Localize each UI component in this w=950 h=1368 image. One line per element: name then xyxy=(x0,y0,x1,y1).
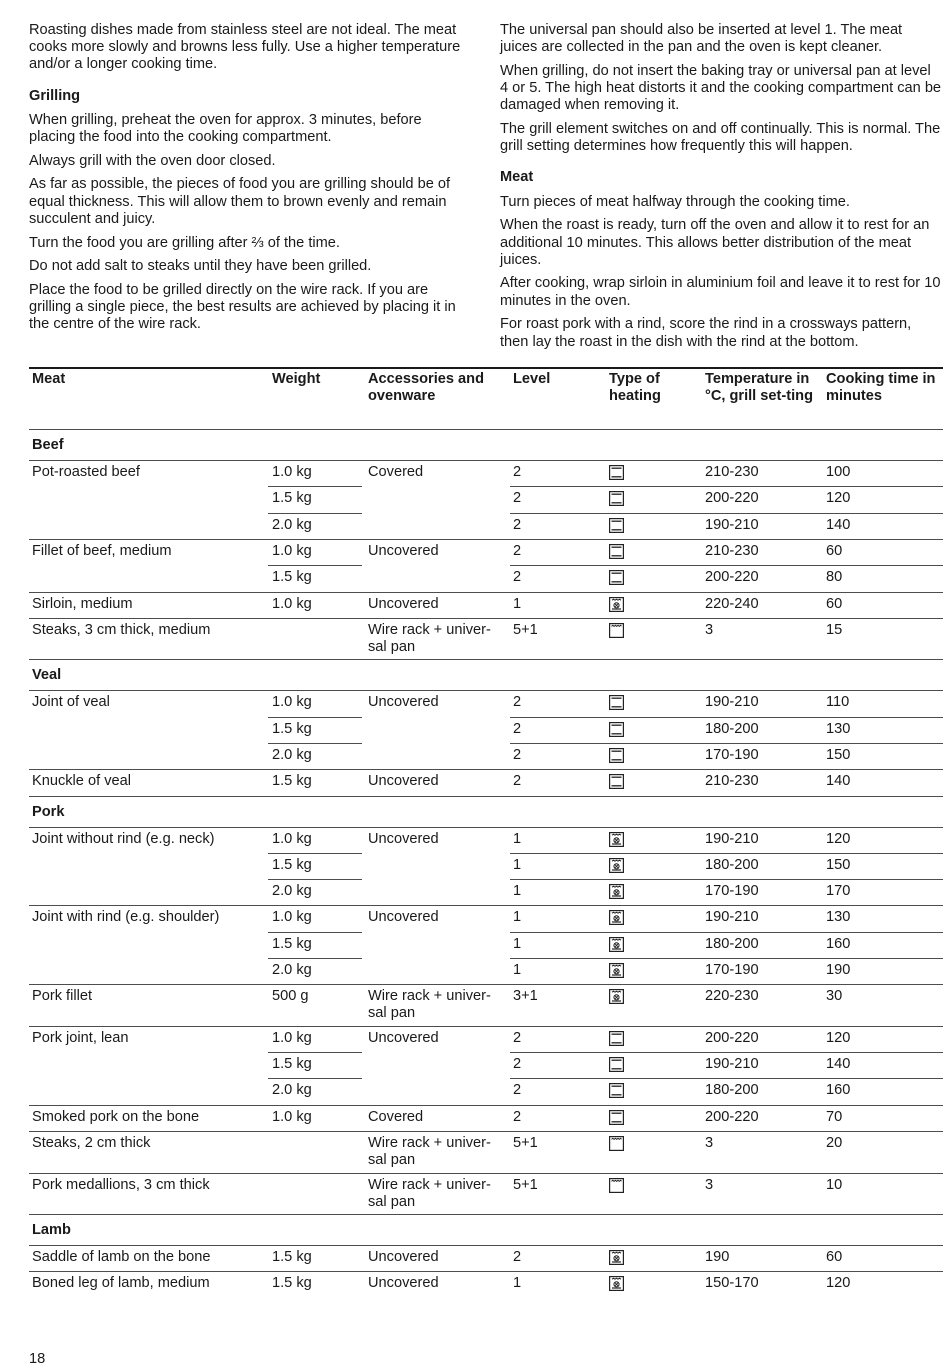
top-bottom-heating-icon xyxy=(609,722,624,737)
top-bottom-heating-icon xyxy=(609,695,624,710)
row-divider xyxy=(268,1052,362,1053)
meat-name: Steaks, 2 cm thick xyxy=(32,1135,151,1151)
row-divider xyxy=(268,743,362,744)
temperature-value: 170-190 xyxy=(705,746,759,763)
row-divider xyxy=(29,659,943,660)
temperature-value: 150-170 xyxy=(705,1275,759,1292)
top-bottom-heating-icon xyxy=(609,1110,624,1125)
grill-icon xyxy=(609,1178,624,1193)
level-value: 1 xyxy=(513,856,522,873)
meat-name: Pork medallions, 3 cm thick xyxy=(32,1176,210,1193)
meat-name: Knuckle of veal xyxy=(32,773,131,790)
grilling-paragraph: Do not add salt to steaks until they have been grilled. xyxy=(29,258,372,275)
meat-name: Fillet of beef, medium xyxy=(32,542,172,559)
meat-name: Joint with rind (e.g. shoulder) xyxy=(32,909,220,926)
top-bottom-heating-icon xyxy=(609,1083,624,1098)
row-divider xyxy=(268,853,362,854)
cooking-time-value: 80 xyxy=(826,569,843,586)
top-bottom-heating-icon xyxy=(609,544,624,559)
row-divider xyxy=(510,958,943,959)
accessory-label: Uncovered xyxy=(368,694,439,711)
weight-value: 2.0 kg xyxy=(272,746,312,763)
level-value: 2 xyxy=(513,542,522,559)
cooking-time-value: 30 xyxy=(826,988,843,1005)
weight-value: 1.0 kg xyxy=(272,694,312,711)
row-divider xyxy=(510,717,943,718)
cooking-time-value: 150 xyxy=(826,856,851,873)
temperature-value: 200-220 xyxy=(705,490,759,507)
accessory-label: Uncovered xyxy=(368,773,439,790)
meat-name: Boned leg of lamb, medium xyxy=(32,1275,210,1292)
cooking-time-value: 120 xyxy=(826,830,851,847)
cooking-time-value: 20 xyxy=(826,1135,843,1151)
row-divider xyxy=(29,1173,943,1174)
meat-paragraph: After cooking, wrap sirloin in aluminium foil and leave it to rest for 10 minutes in the oven. xyxy=(500,275,941,309)
weight-value: 2.0 kg xyxy=(272,516,312,533)
temperature-value: 180-200 xyxy=(705,720,759,737)
accessory-label: Covered xyxy=(368,464,424,480)
header-temperature: Temperature in °C, grill set-ting xyxy=(705,371,813,404)
temperature-value: 3 xyxy=(705,621,714,638)
level-value: 5+1 xyxy=(513,1135,538,1151)
weight-value: 1.0 kg xyxy=(272,909,312,926)
left-text-column xyxy=(29,22,469,340)
circotherm-grill-icon xyxy=(609,1276,624,1291)
header-heating: Type of heating xyxy=(609,371,661,404)
cooking-time-value: 120 xyxy=(826,1029,851,1046)
weight-value: 1.5 kg xyxy=(272,1275,312,1292)
cooking-time-value: 170 xyxy=(826,883,851,900)
weight-value: 1.5 kg xyxy=(272,1056,312,1073)
temperature-value: 210-230 xyxy=(705,542,759,559)
section-title: Veal xyxy=(32,667,62,684)
temperature-value: 3 xyxy=(705,1135,714,1151)
level-value: 2 xyxy=(513,746,522,763)
section-title: Pork xyxy=(32,803,65,820)
accessory-label: Uncovered xyxy=(368,909,439,926)
accessory-label: Uncovered xyxy=(368,542,439,559)
cooking-time-value: 60 xyxy=(826,542,843,559)
row-divider xyxy=(29,429,943,430)
level-value: 3+1 xyxy=(513,988,538,1005)
weight-value: 2.0 kg xyxy=(272,962,312,978)
grilling-paragraph: The grill element switches on and off continually. This is normal. The grill setting determines how frequently this will happen. xyxy=(500,121,941,155)
level-value: 5+1 xyxy=(513,1176,538,1193)
top-bottom-heating-icon xyxy=(609,774,624,789)
accessory-label: Uncovered xyxy=(368,1249,439,1265)
level-value: 2 xyxy=(513,773,522,790)
accessory-label: Uncovered xyxy=(368,1029,439,1046)
temperature-value: 220-230 xyxy=(705,988,759,1005)
accessory-label: Uncovered xyxy=(368,1275,439,1292)
grilling-paragraph: Turn the food you are grilling after ⅔ of the time. xyxy=(29,234,340,251)
grilling-paragraph: The universal pan should also be inserted at level 1. The meat juices are collected in the pan and the oven is kept cleaner. xyxy=(500,22,903,56)
level-value: 1 xyxy=(513,909,522,926)
row-divider xyxy=(29,1131,943,1132)
temperature-value: 180-200 xyxy=(705,856,759,873)
table-top-rule xyxy=(29,367,943,369)
row-divider xyxy=(510,743,943,744)
row-divider xyxy=(29,539,943,540)
row-divider xyxy=(268,958,362,959)
temperature-value: 180-200 xyxy=(705,935,759,952)
temperature-value: 190-210 xyxy=(705,694,759,711)
circotherm-grill-icon xyxy=(609,937,624,952)
accessory-label: Wire rack + univer-sal pan xyxy=(368,1176,491,1210)
weight-value: 1.5 kg xyxy=(272,773,312,790)
row-divider xyxy=(268,1078,362,1079)
cooking-time-value: 15 xyxy=(826,621,843,638)
level-value: 2 xyxy=(513,1082,522,1099)
header-meat: Meat xyxy=(32,371,66,387)
row-divider xyxy=(29,1214,943,1215)
meat-name: Pork fillet xyxy=(32,988,93,1005)
row-divider xyxy=(29,905,943,906)
weight-value: 1.5 kg xyxy=(272,1249,312,1265)
row-divider xyxy=(268,486,362,487)
weight-value: 1.0 kg xyxy=(272,464,312,480)
circotherm-grill-icon xyxy=(609,963,624,978)
row-divider xyxy=(29,690,943,691)
accessory-label: Uncovered xyxy=(368,830,439,847)
row-divider xyxy=(29,592,943,593)
meat-paragraph: When the roast is ready, turn off the oven and allow it to rest for an additional 10 minutes. This allows better distribution of the meat juices. xyxy=(500,217,930,268)
grilling-paragraph: Always grill with the oven door closed. xyxy=(29,152,276,169)
grilling-paragraph: As far as possible, the pieces of food you are grilling should be of equal thickness. This will allow them to brown evenly and remain succulent and juicy. xyxy=(29,176,451,227)
row-divider xyxy=(268,932,362,933)
cooking-time-value: 60 xyxy=(826,1249,843,1265)
cooking-time-value: 120 xyxy=(826,1275,851,1292)
level-value: 1 xyxy=(513,1275,522,1292)
accessory-label: Wire rack + univer-sal pan xyxy=(368,988,491,1022)
intro-paragraph: Roasting dishes made from stainless steel are not ideal. The meat cooks more slowly and browns less fully. Use a higher temperature and/or a longer cooking time. xyxy=(29,22,461,73)
level-value: 1 xyxy=(513,830,522,847)
level-value: 1 xyxy=(513,962,522,978)
temperature-value: 200-220 xyxy=(705,1108,759,1125)
row-divider xyxy=(29,769,943,770)
circotherm-grill-icon xyxy=(609,884,624,899)
accessory-label: Uncovered xyxy=(368,595,439,612)
header-weight: Weight xyxy=(272,371,321,387)
level-value: 2 xyxy=(513,694,522,711)
meat-name: Saddle of lamb on the bone xyxy=(32,1249,211,1265)
row-divider xyxy=(29,460,943,461)
cooking-time-value: 120 xyxy=(826,490,851,507)
accessory-label: Wire rack + univer-sal pan xyxy=(368,621,491,655)
row-divider xyxy=(268,879,362,880)
row-divider xyxy=(268,513,362,514)
cooking-time-value: 160 xyxy=(826,935,851,952)
meat-name: Joint without rind (e.g. neck) xyxy=(32,830,215,847)
circotherm-grill-icon xyxy=(609,1250,624,1265)
row-divider xyxy=(510,853,943,854)
row-divider xyxy=(29,827,943,828)
level-value: 2 xyxy=(513,1056,522,1073)
temperature-value: 190-210 xyxy=(705,909,759,926)
row-divider xyxy=(29,1105,943,1106)
meat-name: Sirloin, medium xyxy=(32,595,133,612)
circotherm-grill-icon xyxy=(609,858,624,873)
circotherm-grill-icon xyxy=(609,597,624,612)
level-value: 2 xyxy=(513,1249,522,1265)
row-divider xyxy=(510,565,943,566)
level-value: 2 xyxy=(513,1029,522,1046)
row-divider xyxy=(268,717,362,718)
row-divider xyxy=(29,1271,943,1272)
row-divider xyxy=(29,796,943,797)
cooking-time-value: 110 xyxy=(826,694,850,711)
weight-value: 1.5 kg xyxy=(272,935,312,952)
row-divider xyxy=(29,1026,943,1027)
temperature-value: 170-190 xyxy=(705,883,759,900)
row-divider xyxy=(29,984,943,985)
weight-value: 500 g xyxy=(272,988,309,1005)
top-bottom-heating-icon xyxy=(609,748,624,763)
temperature-value: 170-190 xyxy=(705,962,759,978)
level-value: 2 xyxy=(513,490,522,507)
meat-name: Pork joint, lean xyxy=(32,1029,129,1046)
row-divider xyxy=(510,879,943,880)
weight-value: 1.5 kg xyxy=(272,720,312,737)
cooking-time-value: 190 xyxy=(826,962,851,978)
row-divider xyxy=(510,1078,943,1079)
cooking-time-value: 60 xyxy=(826,595,843,612)
cooking-time-value: 160 xyxy=(826,1082,851,1099)
temperature-value: 3 xyxy=(705,1176,714,1193)
weight-value: 1.0 kg xyxy=(272,830,312,847)
weight-value: 2.0 kg xyxy=(272,883,312,900)
level-value: 2 xyxy=(513,720,522,737)
temperature-value: 210-230 xyxy=(705,773,759,790)
cooking-time-value: 100 xyxy=(826,464,851,480)
row-divider xyxy=(29,1245,943,1246)
weight-value: 1.0 kg xyxy=(272,595,312,612)
section-title: Lamb xyxy=(32,1222,71,1238)
meat-paragraph: Turn pieces of meat halfway through the cooking time. xyxy=(500,193,850,210)
row-divider xyxy=(510,1052,943,1053)
temperature-value: 180-200 xyxy=(705,1082,759,1099)
top-bottom-heating-icon xyxy=(609,1031,624,1046)
temperature-value: 210-230 xyxy=(705,464,759,480)
weight-value: 1.0 kg xyxy=(272,542,312,559)
weight-value: 1.0 kg xyxy=(272,1029,312,1046)
row-divider xyxy=(510,513,943,514)
top-bottom-heating-icon xyxy=(609,1057,624,1072)
level-value: 2 xyxy=(513,464,522,480)
weight-value: 1.0 kg xyxy=(272,1108,312,1125)
cooking-time-value: 70 xyxy=(826,1108,843,1125)
weight-value: 1.5 kg xyxy=(272,490,312,507)
accessory-label: Wire rack + univer-sal pan xyxy=(368,1135,491,1168)
meat-name: Joint of veal xyxy=(32,694,110,711)
cooking-time-value: 10 xyxy=(826,1176,843,1193)
grilling-paragraph: Place the food to be grilled directly on the wire rack. If you are grilling a single piece, the best results are achieved by placing it in the centre of the wire rack. xyxy=(29,281,456,333)
temperature-value: 190-210 xyxy=(705,830,759,847)
header-level: Level xyxy=(513,371,551,387)
header-accessories: Accessories and ovenware xyxy=(368,371,485,404)
grilling-heading: Grilling xyxy=(29,87,81,104)
cooking-time-value: 130 xyxy=(826,909,851,926)
cooking-time-value: 140 xyxy=(826,516,851,533)
weight-value: 2.0 kg xyxy=(272,1082,312,1099)
circotherm-grill-icon xyxy=(609,832,624,847)
grilling-paragraph: When grilling, do not insert the baking tray or universal pan at level 4 or 5. The high heat distorts it and the cooking compartment can be damaged when removing it. xyxy=(500,62,942,114)
temperature-value: 190-210 xyxy=(705,1056,759,1073)
cooking-time-value: 140 xyxy=(826,773,851,790)
row-divider xyxy=(510,932,943,933)
circotherm-grill-icon xyxy=(609,910,624,925)
temperature-value: 200-220 xyxy=(705,1029,759,1046)
accessory-label: Covered xyxy=(368,1108,424,1125)
right-text-column xyxy=(500,22,942,357)
row-divider xyxy=(510,486,943,487)
grilling-paragraph: When grilling, preheat the oven for approx. 3 minutes, before placing the food into the cooking compartment. xyxy=(29,111,422,146)
meat-heading: Meat xyxy=(500,169,534,186)
top-bottom-heating-icon xyxy=(609,491,624,506)
meat-name: Smoked pork on the bone xyxy=(32,1108,200,1125)
temperature-value: 220-240 xyxy=(705,595,759,612)
meat-paragraph: For roast pork with a rind, score the rind in a crossways pattern, then lay the roast in the dish with the rind at the bottom. xyxy=(500,316,912,350)
weight-value: 1.5 kg xyxy=(272,856,312,873)
level-value: 1 xyxy=(513,883,522,900)
top-bottom-heating-icon xyxy=(609,465,624,480)
level-value: 1 xyxy=(513,595,522,612)
circotherm-grill-icon xyxy=(609,989,624,1004)
grill-icon xyxy=(609,623,624,638)
temperature-value: 200-220 xyxy=(705,569,759,586)
cooking-time-value: 130 xyxy=(826,720,851,737)
row-divider xyxy=(268,565,362,566)
row-divider xyxy=(29,618,943,619)
page-number: 18 xyxy=(29,1351,46,1367)
section-title: Beef xyxy=(32,437,64,453)
level-value: 2 xyxy=(513,1108,522,1125)
level-value: 5+1 xyxy=(513,621,538,638)
top-bottom-heating-icon xyxy=(609,518,624,533)
meat-name: Steaks, 3 cm thick, medium xyxy=(32,621,211,638)
cooking-time-value: 140 xyxy=(826,1056,851,1073)
level-value: 2 xyxy=(513,516,522,533)
top-bottom-heating-icon xyxy=(609,570,624,585)
temperature-value: 190-210 xyxy=(705,516,759,533)
grill-icon xyxy=(609,1136,624,1151)
level-value: 2 xyxy=(513,569,522,586)
temperature-value: 190 xyxy=(705,1249,730,1265)
cooking-time-value: 150 xyxy=(826,746,851,763)
level-value: 1 xyxy=(513,935,522,952)
meat-name: Pot-roasted beef xyxy=(32,464,140,480)
weight-value: 1.5 kg xyxy=(272,569,312,586)
header-cooking-time: Cooking time in minutes xyxy=(826,371,936,404)
